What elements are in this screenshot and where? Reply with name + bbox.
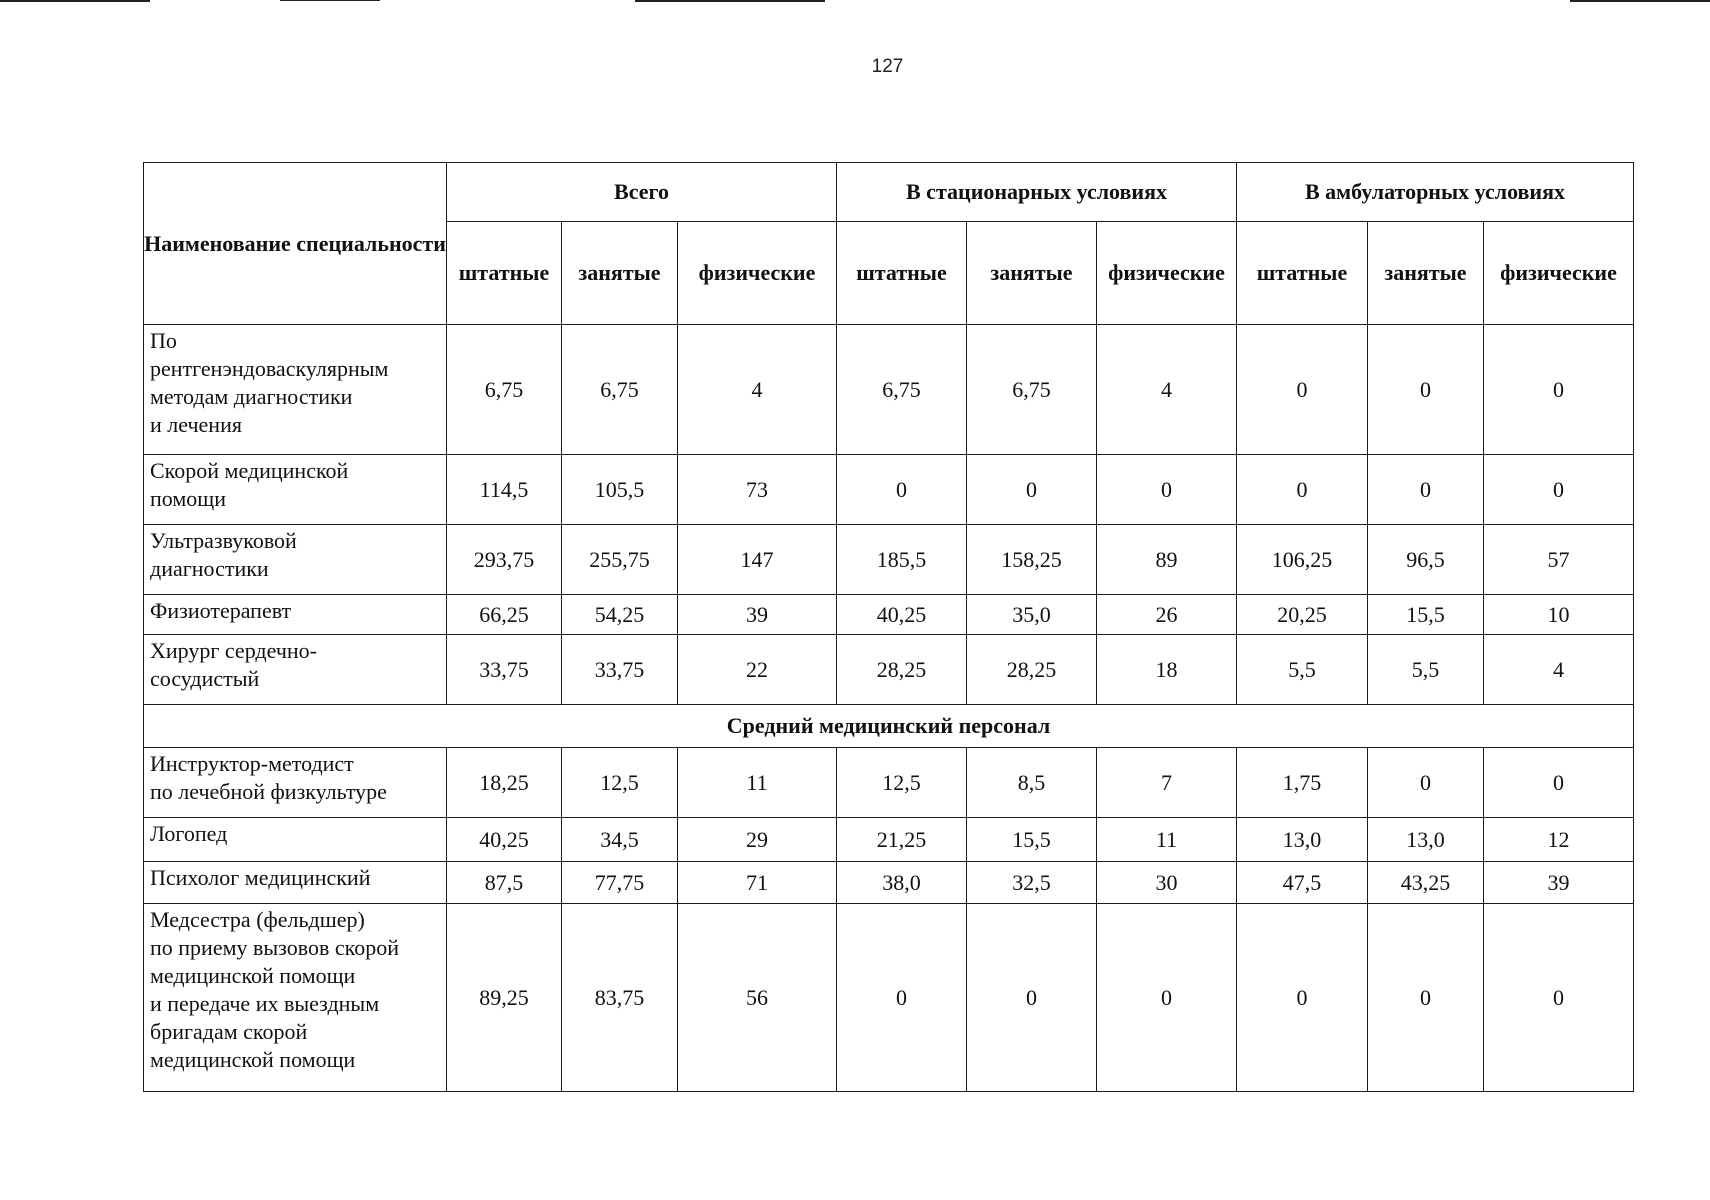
specialty-name: Логопед [150, 821, 228, 846]
value-cell: 15,5 [967, 818, 1097, 862]
value-cell: 6,75 [967, 325, 1097, 455]
value-cell: 0 [837, 904, 967, 1092]
value-cell: 185,5 [837, 525, 967, 595]
staffing-table [143, 162, 1634, 1092]
value-cell: 35,0 [967, 595, 1097, 635]
subheader-physical: физические [1097, 222, 1237, 325]
section-title: Средний медицинский персонал [144, 705, 1634, 748]
section-row [144, 705, 1634, 748]
specialty-name: По рентгенэндоваскулярным методам диагностики и лечения [150, 328, 389, 437]
specialty-name: Ультразвуковой диагностики [150, 528, 297, 581]
specialty-name-cell [144, 595, 447, 635]
value-cell: 56 [678, 904, 837, 1092]
specialty-name-cell [144, 455, 447, 525]
specialty-name: Хирург сердечно- сосудистый [150, 638, 317, 691]
value-cell: 83,75 [562, 904, 678, 1092]
value-cell: 66,25 [447, 595, 562, 635]
value-cell: 8,5 [967, 748, 1097, 818]
specialty-name-cell [144, 748, 447, 818]
table-row [144, 455, 1634, 525]
specialty-name-cell [144, 904, 447, 1092]
value-cell: 12,5 [562, 748, 678, 818]
value-cell: 32,5 [967, 862, 1097, 904]
value-cell: 39 [678, 595, 837, 635]
specialty-name-cell [144, 525, 447, 595]
subheader-occupied: занятые [1368, 222, 1484, 325]
value-cell: 28,25 [837, 635, 967, 705]
specialty-name-cell [144, 325, 447, 455]
table-row [144, 635, 1634, 705]
value-cell: 0 [837, 455, 967, 525]
value-cell: 15,5 [1368, 595, 1484, 635]
scan-artifact-line [280, 0, 380, 1]
value-cell: 87,5 [447, 862, 562, 904]
value-cell: 43,25 [1368, 862, 1484, 904]
value-cell: 105,5 [562, 455, 678, 525]
subheader-physical: физические [678, 222, 837, 325]
subheader-staff: штатные [1237, 222, 1368, 325]
value-cell: 106,25 [1237, 525, 1368, 595]
header-group-total: Всего [447, 163, 837, 222]
value-cell: 0 [1237, 455, 1368, 525]
header-group-outpatient: В амбулаторных условиях [1237, 163, 1634, 222]
value-cell: 0 [967, 904, 1097, 1092]
table-row [144, 818, 1634, 862]
value-cell: 12 [1484, 818, 1634, 862]
table-row [144, 904, 1634, 1092]
value-cell: 13,0 [1368, 818, 1484, 862]
table-row [144, 525, 1634, 595]
value-cell: 12,5 [837, 748, 967, 818]
specialty-name: Инструктор-методист по лечебной физкультуре [150, 751, 387, 804]
value-cell: 33,75 [447, 635, 562, 705]
value-cell: 71 [678, 862, 837, 904]
value-cell: 5,5 [1368, 635, 1484, 705]
table-header-groups [144, 163, 1634, 222]
value-cell: 57 [1484, 525, 1634, 595]
subheader-occupied: занятые [562, 222, 678, 325]
value-cell: 11 [678, 748, 837, 818]
value-cell: 0 [1484, 325, 1634, 455]
specialty-name: Скорой медицинской помощи [150, 458, 349, 511]
value-cell: 96,5 [1368, 525, 1484, 595]
value-cell: 38,0 [837, 862, 967, 904]
value-cell: 4 [1097, 325, 1237, 455]
value-cell: 11 [1097, 818, 1237, 862]
value-cell: 89,25 [447, 904, 562, 1092]
table-row [144, 595, 1634, 635]
value-cell: 6,75 [562, 325, 678, 455]
specialty-name-cell [144, 818, 447, 862]
value-cell: 5,5 [1237, 635, 1368, 705]
table-row [144, 748, 1634, 818]
subheader-staff: штатные [447, 222, 562, 325]
specialty-name: Физиотерапевт [150, 598, 292, 623]
value-cell: 158,25 [967, 525, 1097, 595]
value-cell: 40,25 [837, 595, 967, 635]
value-cell: 13,0 [1237, 818, 1368, 862]
value-cell: 0 [1097, 455, 1237, 525]
value-cell: 114,5 [447, 455, 562, 525]
value-cell: 0 [1097, 904, 1237, 1092]
specialty-name: Медсестра (фельдшер) по приему вызовов скорой медицинской помощи и передаче их выездным бригадам скорой медицинской помощи [150, 907, 399, 1072]
subheader-physical: физические [1484, 222, 1634, 325]
scan-artifact-line [0, 0, 150, 2]
value-cell: 20,25 [1237, 595, 1368, 635]
header-group-inpatient: В стационарных условиях [837, 163, 1237, 222]
value-cell: 30 [1097, 862, 1237, 904]
value-cell: 255,75 [562, 525, 678, 595]
value-cell: 0 [1237, 325, 1368, 455]
value-cell: 7 [1097, 748, 1237, 818]
value-cell: 89 [1097, 525, 1237, 595]
value-cell: 54,25 [562, 595, 678, 635]
table-body-nursing [144, 748, 1634, 1092]
value-cell: 6,75 [837, 325, 967, 455]
value-cell: 39 [1484, 862, 1634, 904]
table-row [144, 862, 1634, 904]
value-cell: 28,25 [967, 635, 1097, 705]
value-cell: 0 [1368, 455, 1484, 525]
specialty-name: Психолог медицинский [150, 865, 371, 890]
table-section [144, 705, 1634, 748]
value-cell: 0 [1484, 904, 1634, 1092]
value-cell: 29 [678, 818, 837, 862]
specialty-name-cell [144, 635, 447, 705]
scan-artifact-line [635, 0, 825, 2]
value-cell: 26 [1097, 595, 1237, 635]
value-cell: 34,5 [562, 818, 678, 862]
value-cell: 18 [1097, 635, 1237, 705]
value-cell: 0 [1368, 904, 1484, 1092]
value-cell: 22 [678, 635, 837, 705]
value-cell: 0 [1484, 748, 1634, 818]
value-cell: 0 [1484, 455, 1634, 525]
value-cell: 4 [1484, 635, 1634, 705]
value-cell: 47,5 [1237, 862, 1368, 904]
page-number: 127 [871, 56, 904, 77]
value-cell: 293,75 [447, 525, 562, 595]
value-cell: 40,25 [447, 818, 562, 862]
value-cell: 0 [967, 455, 1097, 525]
value-cell: 18,25 [447, 748, 562, 818]
specialty-name-cell [144, 862, 447, 904]
subheader-occupied: занятые [967, 222, 1097, 325]
value-cell: 1,75 [1237, 748, 1368, 818]
value-cell: 33,75 [562, 635, 678, 705]
value-cell: 0 [1368, 748, 1484, 818]
value-cell: 77,75 [562, 862, 678, 904]
value-cell: 6,75 [447, 325, 562, 455]
header-specialty-name: Наименование специальности [144, 163, 447, 325]
value-cell: 0 [1237, 904, 1368, 1092]
table-row [144, 325, 1634, 455]
table-body-physicians [144, 325, 1634, 705]
subheader-staff: штатные [837, 222, 967, 325]
scan-artifact-line [1570, 0, 1710, 2]
value-cell: 147 [678, 525, 837, 595]
value-cell: 73 [678, 455, 837, 525]
value-cell: 10 [1484, 595, 1634, 635]
value-cell: 0 [1368, 325, 1484, 455]
value-cell: 21,25 [837, 818, 967, 862]
value-cell: 4 [678, 325, 837, 455]
